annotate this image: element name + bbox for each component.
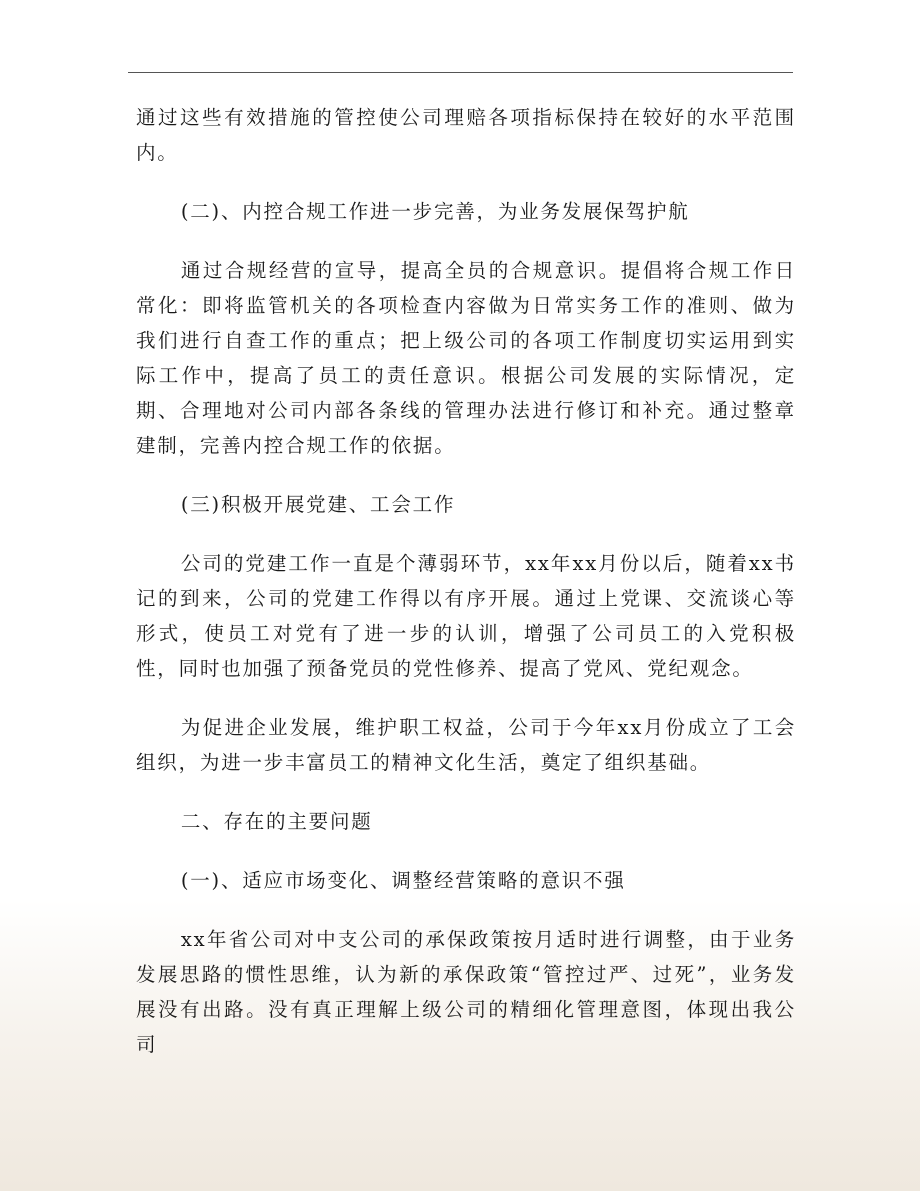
document-body xyxy=(136,100,796,1086)
paragraph-underwriting-policy: xx年省公司对中支公司的承保政策按月适时进行调整，由于业务发展思路的惯性思维，认为新的承保政策“管控过严、过死”，业务发展没有出路。没有真正理解上级公司的精细化管理意图，体现出我公司 xyxy=(136,928,796,1056)
heading-main-problems: 二、存在的主要问题 xyxy=(180,810,373,833)
paragraph-trade-union: 为促进企业发展，维护职工权益，公司于今年xx月份成立了工会组织，为进一步丰富员工的精神文化生活，奠定了组织基础。 xyxy=(136,716,796,774)
header-rule xyxy=(128,72,793,73)
heading-market-adaptation: (一)、适应市场变化、调整经营策略的意识不强 xyxy=(180,869,626,892)
heading-party-union: (三)积极开展党建、工会工作 xyxy=(180,493,456,516)
heading-internal-control: (二)、内控合规工作进一步完善，为业务发展保驾护航 xyxy=(180,200,690,223)
paragraph-party-building: 公司的党建工作一直是个薄弱环节，xx年xx月份以后，随着xx书记的到来，公司的党建工作得以有序开展。通过上党课、交流谈心等形式，使员工对党有了进一步的认训，增强了公司员工的入党积极性，同时也加强了预备党员的党性修养、提高了党风、党纪观念。 xyxy=(136,552,796,680)
paragraph-compliance: 通过合规经营的宣导，提高全员的合规意识。提倡将合规工作日常化：即将监管机关的各项检查内容做为日常实务工作的准则、做为我们进行自查工作的重点；把上级公司的各项工作制度切实运用到实际工作中，提高了员工的责任意识。根据公司发展的实际情况，定期、合理地对公司内部各条线的管理办法进行修订和补充。通过整章建制，完善内控合规工作的依据。 xyxy=(136,259,796,457)
paragraph-claims-summary: 通过这些有效措施的管控使公司理赔各项指标保持在较好的水平范围内。 xyxy=(136,106,796,164)
